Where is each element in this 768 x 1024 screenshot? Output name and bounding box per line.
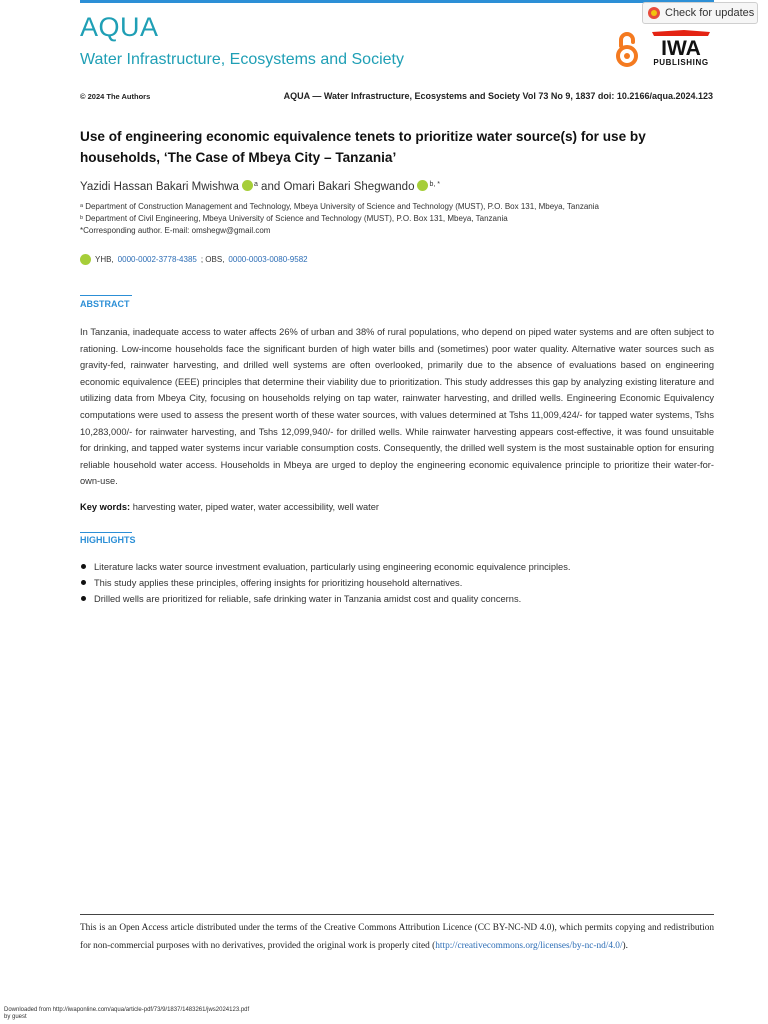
author-name: Yazidi Hassan Bakari Mwishwa xyxy=(80,181,239,193)
download-by: by guest xyxy=(4,1014,27,1020)
license-end: ). xyxy=(622,940,628,951)
svg-text:IWA: IWA xyxy=(661,37,701,60)
citation-line: AQUA — Water Infrastructure, Ecosystems and Society Vol 73 No 9, 1837 doi: 10.2166/aqua.2024.123 xyxy=(283,91,713,101)
affiliation-marker: a xyxy=(253,181,258,188)
abstract-heading: ABSTRACT xyxy=(80,299,130,309)
crossmark-icon xyxy=(648,7,660,19)
orcid-link[interactable]: 0000-0002-3778-4385 xyxy=(117,255,197,264)
orcid-list xyxy=(80,254,308,265)
section-rule xyxy=(80,295,132,296)
orcid-link[interactable]: 0000-0003-0080-9582 xyxy=(228,255,308,264)
bullet-icon xyxy=(81,564,86,569)
orcid-icon[interactable] xyxy=(417,180,428,191)
top-accent-bar xyxy=(80,0,714,3)
highlights-list xyxy=(80,559,720,607)
bullet-icon xyxy=(81,580,86,585)
section-rule xyxy=(80,532,132,533)
publisher-name: PUBLISHING xyxy=(653,58,709,67)
orcid-separator: ; OBS, xyxy=(200,255,225,264)
article-title: Use of engineering economic equivalence tenets to prioritize water source(s) for use by households, ‘The Case of Mbeya City – Tanzania’ xyxy=(80,129,646,165)
copyright-notice: © 2024 The Authors xyxy=(80,92,151,101)
license-notice xyxy=(80,920,714,955)
list-item xyxy=(80,559,720,575)
author-name: Omari Bakari Shegwando xyxy=(283,181,415,193)
download-watermark xyxy=(4,1007,424,1021)
corresponding-author: *Corresponding author. E-mail: omshegw@gmail.com xyxy=(80,226,271,235)
keywords xyxy=(80,502,379,512)
author-conjunction: and xyxy=(261,181,281,193)
license-text: This is an Open Access article distributed under the terms of the Creative Commons Attribution Licence (CC BY-NC-ND 4.0), which permits copying and redistribution for non-commercial purposes with no derivatives, provided the original work is properly cited ( xyxy=(80,923,714,951)
keywords-text: harvesting water, piped water, water accessibility, well water xyxy=(132,502,380,512)
bullet-icon xyxy=(81,596,86,601)
keywords-label: Key words: xyxy=(80,502,131,512)
open-access-icon xyxy=(614,30,640,68)
check-for-updates-button[interactable] xyxy=(642,2,758,24)
orcid-icon[interactable] xyxy=(242,180,253,191)
affiliation-a: ᵃ Department of Construction Management and Technology, Mbeya University of Science and Technology (MUST), P.O. Box 131, Mbeya, Tanzania xyxy=(80,202,599,211)
journal-subtitle: Water Infrastructure, Ecosystems and Society xyxy=(80,51,404,68)
affiliation-marker: b, * xyxy=(429,181,440,188)
list-item-text: Drilled wells are prioritized for reliable, safe drinking water in Tanzania amidst cost and quality concerns. xyxy=(94,594,522,604)
list-item-text: Literature lacks water source investment evaluation, particularly using engineering economic equivalence principles. xyxy=(94,562,571,572)
affiliation-b: ᵇ Department of Civil Engineering, Mbeya University of Science and Technology (MUST), P.O. Box 131, Mbeya, Tanzania xyxy=(80,214,508,223)
list-item-text: This study applies these principles, offering insights for prioritizing household alternatives. xyxy=(94,578,463,588)
footer-rule xyxy=(80,914,714,915)
check-for-updates-label: Check for updates xyxy=(665,7,755,19)
orcid-icon xyxy=(80,254,91,265)
orcid-author-initials: YHB, xyxy=(95,255,114,264)
list-item xyxy=(80,575,720,591)
download-url: Downloaded from http://iwaponline.com/aqua/article-pdf/73/9/1837/1483261/jws2024123.pdf xyxy=(4,1007,250,1013)
list-item xyxy=(80,591,720,607)
journal-title: AQUA xyxy=(80,12,159,42)
highlights-heading: HIGHLIGHTS xyxy=(80,535,136,545)
license-link[interactable]: http://creativecommons.org/licenses/by-nc-nd/4.0/ xyxy=(435,940,623,951)
author-list xyxy=(80,180,440,193)
abstract-text: In Tanzania, inadequate access to water affects 26% of urban and 38% of rural populations, who depend on piped water systems and are often subject to rationing. Low-income households face the significant burden of high water bills and (sometimes) poor water quality. Alternative water sources such as gravity-fed, rainwater harvesting, and drilled well systems are often overlooked, primarily due to the absence of evaluations based on engineering economic equivalence (EEE) principles that determine their viability due to prioritization. This study addresses this gap by analyzing existing literature and utilizing data from Mbeya City, focusing on households relying on tap water, rainwater harvesting, and drilled wells. Engineering Economic Equivalency computations were used to assess the present worth of these water sources, with values determined at Tshs 11,009,424/- for tapped water systems, Tshs 10,283,000/- for rainwater harvesting, and Tshs 12,099,940/- for drilled wells. While rainwater harvesting appears cost-effective, it was found unsuitable for drinking, and tapped water systems incur variable consumption costs. Consequently, the drilled well system is the most sustainable option for ensuring reliable household water access. Households in Mbeya are urged to deploy the engineering economic equivalence principle to prioritize their water-for-own-use. xyxy=(80,327,714,487)
